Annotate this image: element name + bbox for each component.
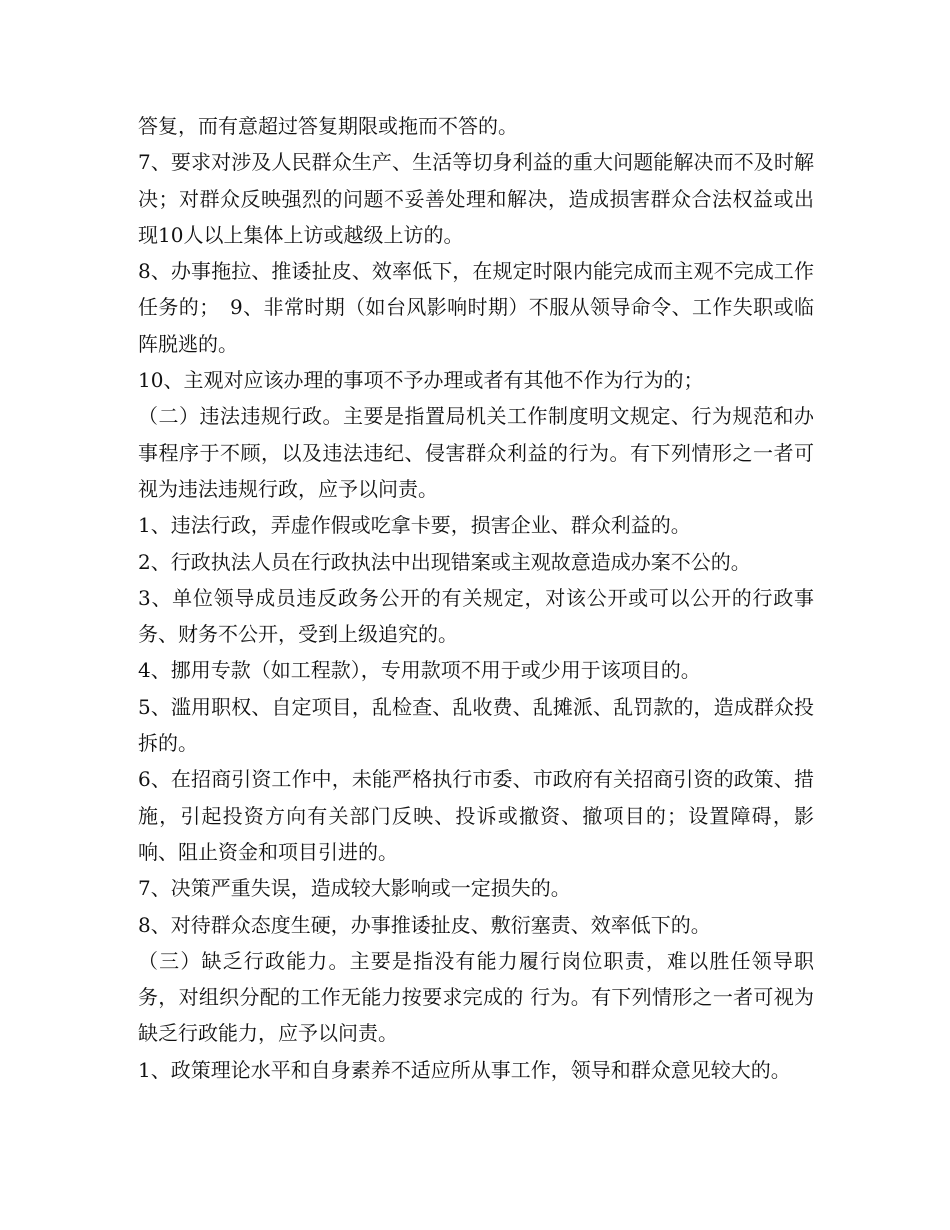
list-item: 7、决策严重失误，造成较大影响或一定损失的。 xyxy=(138,876,571,901)
paragraph-continuation: 答复，而有意超过答复期限或拖而不答的。 xyxy=(138,114,518,138)
list-item: 1、政策理论水平和自身素养不适应所从事工作，领导和群众意见较大的。 xyxy=(138,1057,791,1082)
paragraph-item-7: 7、要求对涉及人民群众生产、生活等切身利益的重大问题能解决而不及时解决；对群众反映强烈的问题不妥善处理和解决，造成损害群众合法权益或出现10人以上集体上访或越级上访的。 xyxy=(138,150,814,247)
section-heading-3: （三）缺乏行政能力。主要是指没有能力履行岗位职责，难以胜任领导职务，对组织分配的工作无能力按要求完成的 行为。有下列情形之一者可视为缺乏行政能力，应予以问责。 xyxy=(138,948,814,1046)
paragraph-item-10: 10、主观对应该办理的事项不予办理或者有其他不作为行为的； xyxy=(138,368,704,393)
list-item: 6、在招商引资工作中，未能严格执行市委、市政府有关招商引资的政策、措施，引起投资方向有关部门反映、投诉或撤资、撤项目的；设置障碍，影响、阻止资金和项目引进的。 xyxy=(138,767,814,864)
list-item: 5、滥用职权、自定项目，乱检查、乱收费、乱摊派、乱罚款的，造成群众投拆的。 xyxy=(138,694,814,756)
list-item: 3、单位领导成员违反政务公开的有关规定，对该公开或可以公开的行政事务、财务不公开，受到上级追究的。 xyxy=(138,585,814,647)
list-item: 8、对待群众态度生硬，办事推诿扯皮、敷衍塞责、效率低下的。 xyxy=(138,912,711,937)
section-heading-2: （二）违法违规行政。主要是指置局机关工作制度明文规定、行为规范和办事程序于不顾，以及违法违纪、侵害群众利益的行为。有下列情形之一者可视为违法违规行政，应予以问责。 xyxy=(138,404,814,501)
list-item: 4、挪用专款（如工程款），专用款项不用于或少用于该项目的。 xyxy=(138,658,701,683)
list-item: 1、违法行政，弄虚作假或吃拿卡要，损害企业、群众利益的。 xyxy=(138,513,691,538)
list-item: 2、行政执法人员在行政执法中出现错案或主观故意造成办案不公的。 xyxy=(138,549,751,574)
paragraph-item-8-9: 8、办事拖拉、推诿扯皮、效率低下，在规定时限内能完成而主观不完成工作任务的； 9、非常时期（如台风影响时期）不服从领导命令、工作失职或临阵脱逃的。 xyxy=(138,259,814,356)
document-body xyxy=(138,108,814,1088)
